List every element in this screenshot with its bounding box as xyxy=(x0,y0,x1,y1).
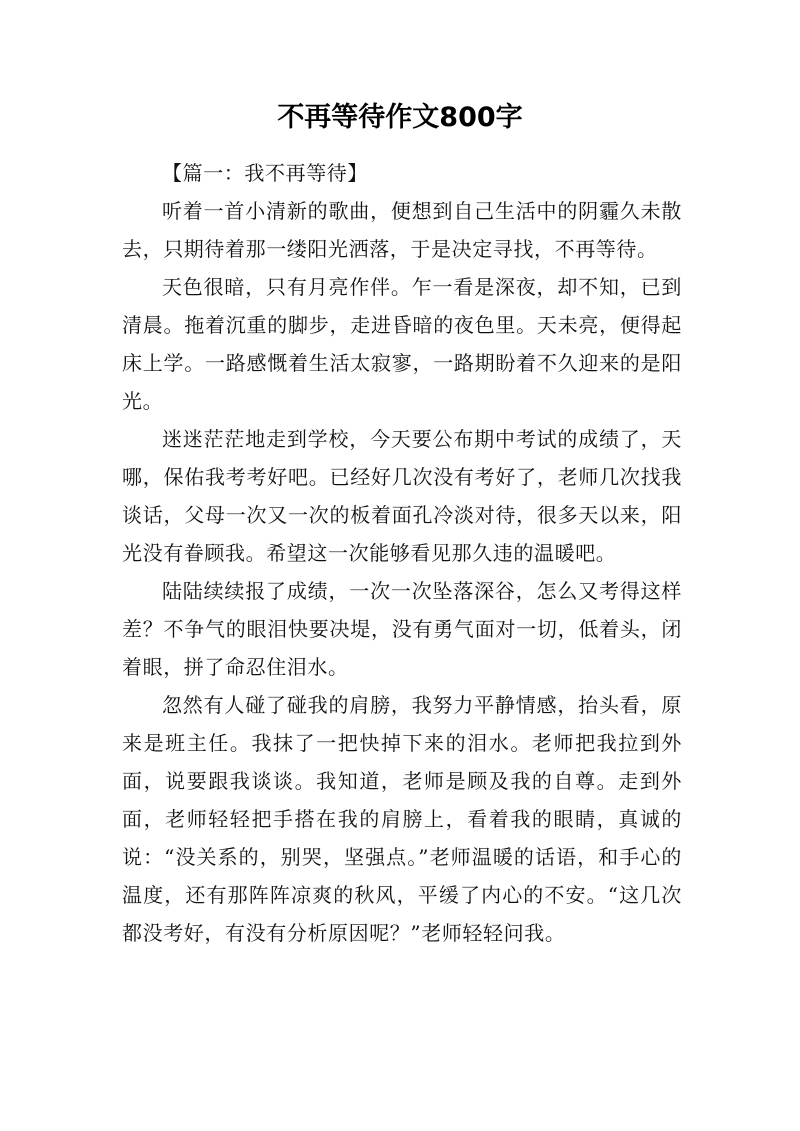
paragraph-3: 迷迷茫茫地走到学校，今天要公布期中考试的成绩了，天哪，保佑我考考好吧。已经好几次没有考好了，老师几次找我谈话，父母一次又一次的板着面孔冷淡对待，很多天以来，阳光没有眷顾我。希望这一次能够看见那久违的温暖吧。 xyxy=(122,427,682,565)
document-body xyxy=(122,154,682,952)
paragraph-4: 陆陆续续报了成绩，一次一次坠落深谷，怎么又考得这样差？不争气的眼泪快要决堤，没有勇气面对一切，低着头，闭着眼，拼了命忍住泪水。 xyxy=(122,579,682,679)
section-heading: 【篇一：我不再等待】 xyxy=(162,161,368,185)
document-title: 不再等待作文800字 xyxy=(277,102,523,133)
paragraph-5: 忽然有人碰了碰我的肩膀，我努力平静情感，抬头看，原来是班主任。我抹了一把快掉下来的泪水。老师把我拉到外面，说要跟我谈谈。我知道，老师是顾及我的自尊。走到外面，老师轻轻把手搭在我的肩膀上，看着我的眼睛，真诚的说：“没关系的，别哭，坚强点。”老师温暖的话语，和手心的温度，还有那阵阵凉爽的秋风，平缓了内心的不安。“这几次都没考好，有没有分析原因呢？”老师轻轻问我。 xyxy=(122,693,682,945)
paragraph-2: 天色很暗，只有月亮作伴。乍一看是深夜，却不知，已到清晨。拖着沉重的脚步，走进昏暗的夜色里。天未亮，便得起床上学。一路感慨着生活太寂寥，一路期盼着不久迎来的是阳光。 xyxy=(122,275,682,413)
paragraph-1: 听着一首小清新的歌曲，便想到自己生活中的阴霾久未散去，只期待着那一缕阳光洒落，于是决定寻找，不再等待。 xyxy=(122,199,682,261)
